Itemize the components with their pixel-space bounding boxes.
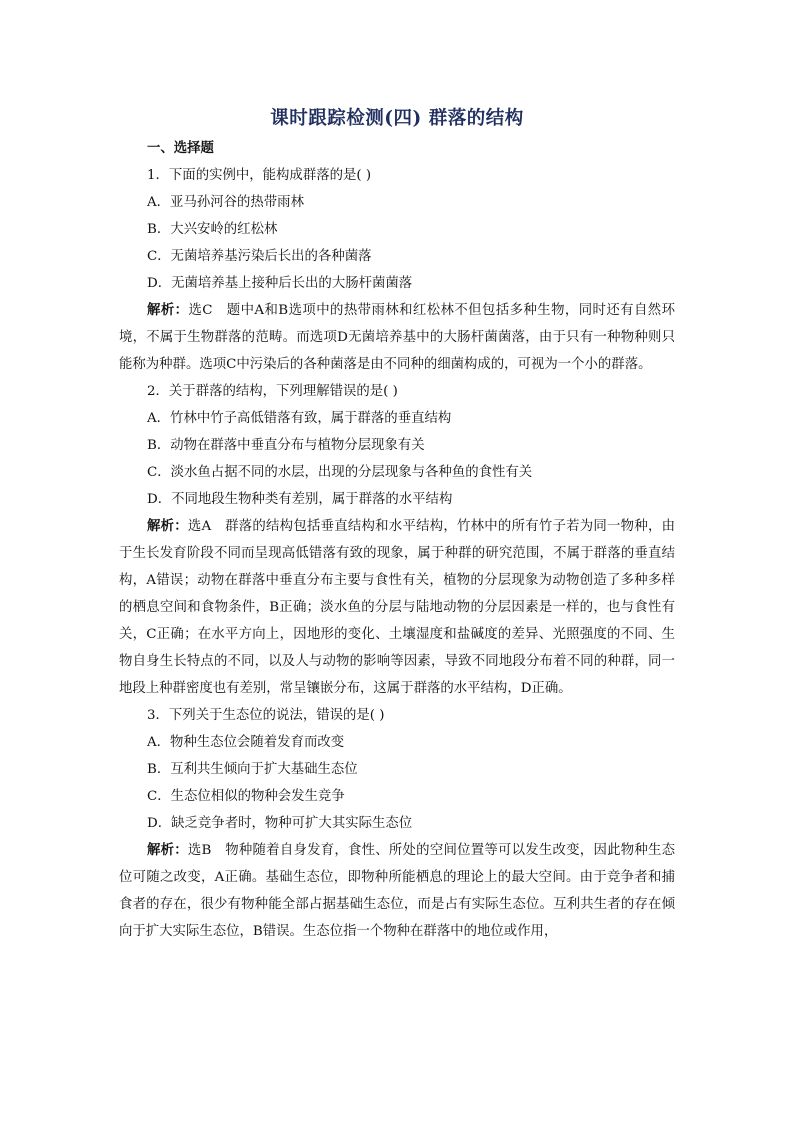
option-c: C．生态位相似的物种会发生竞争 [147,789,345,804]
option-d: D．缺乏竞争者时，物种可扩大其实际生态位 [147,816,413,831]
option-c: C．无菌培养基污染后长出的各种菌落 [147,249,372,264]
analysis-label: 解析： [147,842,188,858]
analysis-text: 选B 物种随着自身发育，食性、所处的空间位置等可以发生改变，因此物种生态位可随之改变，A正确。基础生态位，即物种所能栖息的理论上的最大空间。由于竞争者和捕食者的存在，很少有物种能全部占据基础生态位，而是占有实际生态位。互利共生者的存在倾向于扩大实际生态位，B错误。生态位指一个物种在群落中的地位或作用， [119,843,676,939]
question-stem: 3．下列关于生态位的说法，错误的是( ) [147,708,385,723]
page-title: 课时跟踪检测(四) 群落的结构 [270,108,524,129]
option-a: A．物种生态位会随着发育而改变 [147,735,345,750]
option-b: B．动物在群落中垂直分布与植物分层现象有关 [147,438,425,453]
option-a: A．竹林中竹子高低错落有致，属于群落的垂直结构 [147,411,452,426]
analysis-text: 选C 题中A和B选项中的热带雨林和红松林不但包括多种生物，同时还有自然环境，不属于生物群落的范畴。而选项D无菌培养基中的大肠杆菌菌落，由于只有一种物种则只能称为种群。选项C中污染后的各种菌落是由不同种的细菌构成的，可视为一个小的群落。 [119,303,675,372]
option-b: B．大兴安岭的红松林 [147,222,278,237]
analysis-paragraph [119,297,675,378]
analysis-paragraph [119,513,675,702]
analysis-text: 选A 群落的结构包括垂直结构和水平结构，竹林中的所有竹子若为同一物种，由于生长发育阶段不同而呈现高低错落有致的现象，属于种群的研究范围，不属于群落的垂直结构，A错误；动物在群落中垂直分布主要与食性有关，植物的分层现象为动物创造了多种多样的栖息空间和食物条件，B正确；淡水鱼的分层与陆地动物的分层因素是一样的，也与食性有关，C正确；在水平方向上，因地形的变化、土壤湿度和盐碱度的差异、光照强度的不同、生物自身生长特点的不同，以及人与动物的影响等因素，导致不同地段分布着不同的种群，同一地段上种群密度也有差别，常呈镶嵌分布，这属于群落的水平结构，D正确。 [119,519,675,696]
section-heading: 一、选择题 [147,140,214,156]
question-3 [119,702,675,945]
analysis-paragraph [119,837,675,945]
analysis-label: 解析： [147,302,189,318]
document-body [119,135,675,945]
option-d: D．无菌培养基上接种后长出的大肠杆菌菌落 [147,276,413,291]
question-1 [119,162,675,378]
analysis-label: 解析： [147,518,188,534]
question-2 [119,378,675,702]
question-stem: 1．下面的实例中，能构成群落的是( ) [147,168,372,183]
question-stem: 2．关于群落的结构，下列理解错误的是( ) [147,384,398,399]
option-d: D．不同地段生物种类有差别，属于群落的水平结构 [147,492,453,507]
option-a: A．亚马孙河谷的热带雨林 [147,195,304,210]
option-b: B．互利共生倾向于扩大基础生态位 [147,762,358,777]
option-c: C．淡水鱼占据不同的水层，出现的分层现象与各种鱼的食性有关 [147,465,533,480]
